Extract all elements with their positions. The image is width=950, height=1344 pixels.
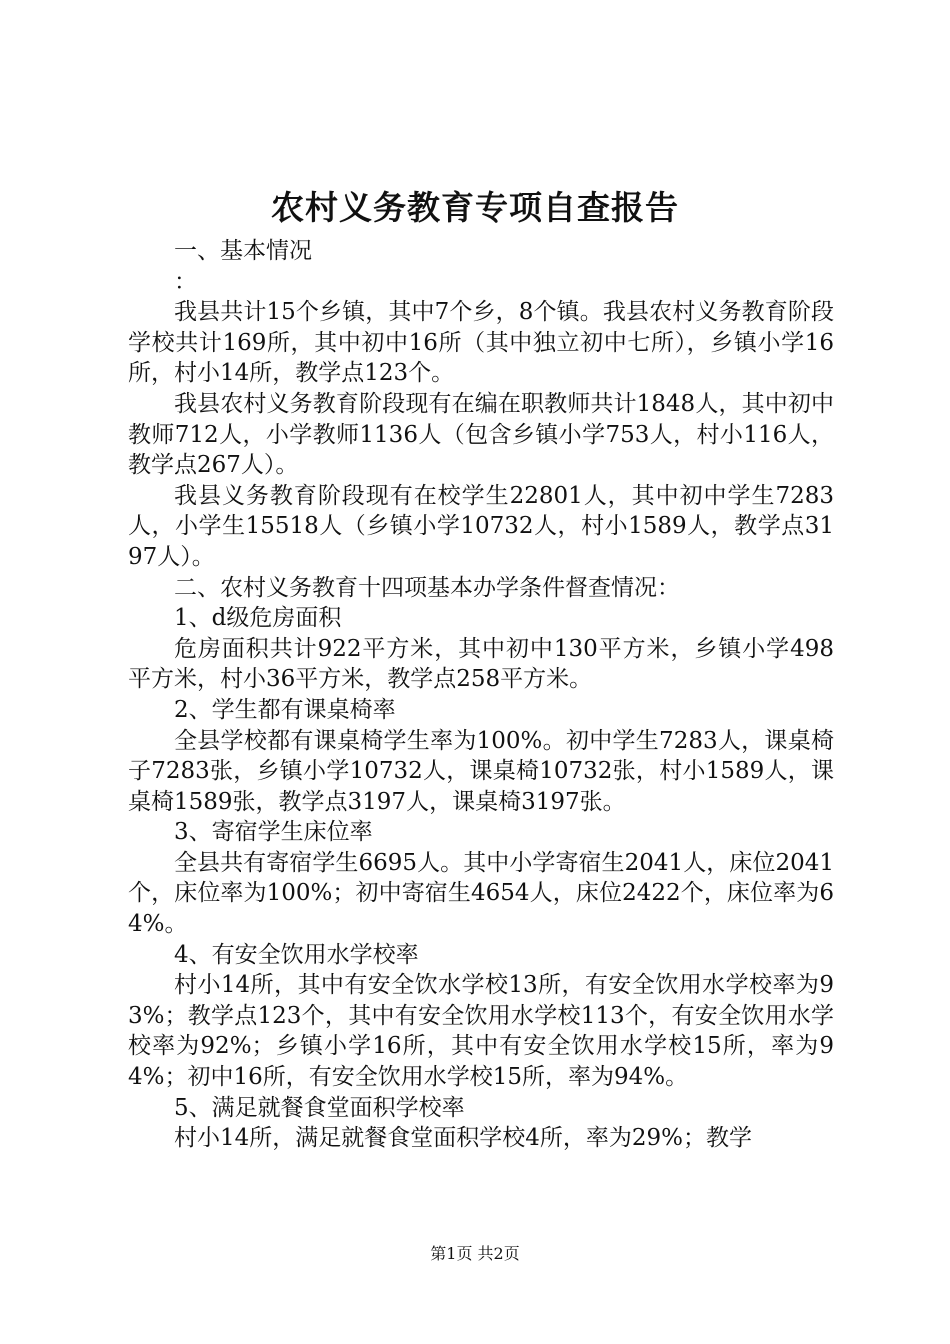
colon-line: ：: [174, 268, 197, 295]
item-heading-2: 2、学生都有课桌椅率: [174, 696, 396, 723]
paragraph-water: 村小14所，其中有安全饮水学校13所，有安全饮用水学校率为93%；教学点123个，其中有安全饮用水学校113个，有安全饮用水学校率为92%；乡镇小学16所，其中有安全饮用水学校15所，率为94%；初中16所，有安全饮用水学校15所，率为94%。: [128, 972, 834, 1091]
item-heading-5: 5、满足就餐食堂面积学校率: [174, 1094, 465, 1121]
paragraph-canteen: 村小14所，满足就餐食堂面积学校4所，率为29%；教学: [174, 1125, 753, 1152]
paragraph-beds: 全县共有寄宿学生6695人。其中小学寄宿生2041人，床位2041个，床位率为100%；初中寄宿生4654人，床位2422个，床位率为64%。: [128, 849, 834, 938]
item-heading-4: 4、有安全饮用水学校率: [174, 941, 419, 968]
paragraph-students: 我县义务教育阶段现有在校学生22801人，其中初中学生7283人，小学生15518人（乡镇小学10732人，村小1589人，教学点3197人）。: [128, 482, 834, 570]
paragraph-desks: 全县学校都有课桌椅学生率为100%。初中学生7283人，课桌椅子7283张，乡镇小学10732人，课桌椅10732张，村小1589人，课桌椅1589张，教学点3197人，课桌椅3197张。: [128, 727, 834, 815]
page-footer: 第1页 共2页: [430, 1244, 520, 1263]
document-body: [128, 236, 834, 1154]
document-title: 农村义务教育专项自查报告: [271, 188, 679, 227]
item-heading-3: 3、寄宿学生床位率: [174, 819, 373, 846]
paragraph-teachers: 我县农村义务教育阶段现有在编在职教师共计1848人，其中初中教师712人，小学教师1136人（包含乡镇小学753人，村小116人，教学点267人）。: [128, 390, 834, 479]
section-heading-basic: 一、基本情况: [174, 238, 312, 264]
paragraph-danger-area: 危房面积共计922平方米，其中初中130平方米，乡镇小学498平方米，村小36平方米，教学点258平方米。: [128, 635, 834, 693]
item-heading-1: 1、d级危房面积: [174, 605, 342, 632]
section-heading-inspection: 二、农村义务教育十四项基本办学条件督查情况：: [174, 574, 680, 601]
paragraph-towns-schools: 我县共计15个乡镇，其中7个乡，8个镇。我县农村义务教育阶段学校共计169所，其中初中16所（其中独立初中七所），乡镇小学16所，村小14所，教学点123个。: [128, 299, 834, 387]
